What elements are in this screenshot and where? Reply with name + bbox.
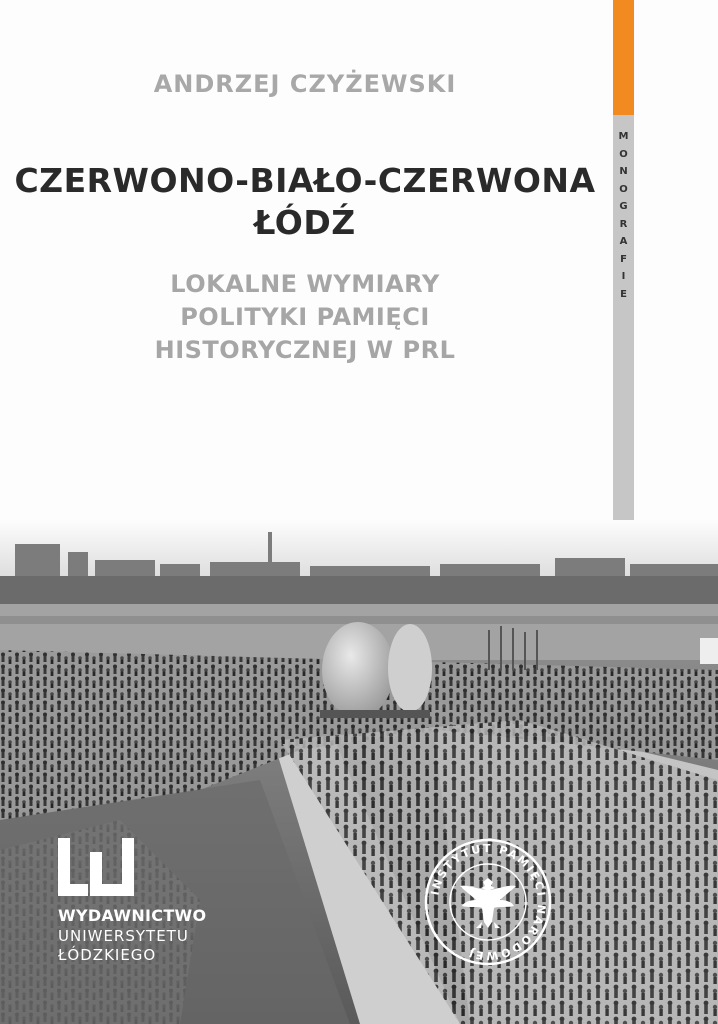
publisher-line-1: WYDAWNICTWO [58, 906, 207, 925]
seal-text: INSTYTUT PAMIĘCI NARODOWEJ [428, 841, 549, 963]
book-subtitle [0, 268, 610, 367]
series-label-letter: G [619, 201, 628, 212]
publisher-logo-icon [58, 838, 134, 896]
series-accent-block [613, 0, 634, 115]
series-label-letter: O [619, 148, 628, 160]
series-label-letter: I [621, 271, 626, 282]
book-title [0, 160, 610, 244]
title-line-2: ŁÓDŹ [254, 203, 356, 242]
author-name: ANDRZEJ CZYŻEWSKI [153, 70, 457, 98]
series-label-letter: M [618, 131, 629, 142]
publisher-line-2: UNIWERSYTETU [58, 927, 189, 945]
series-label [613, 128, 634, 303]
series-label-letter: F [620, 253, 627, 265]
publisher-name [58, 906, 258, 964]
series-label-letter: O [619, 183, 628, 195]
eagle-seal-icon [424, 838, 552, 966]
series-label-letter: A [619, 236, 628, 247]
subtitle-line-3: HISTORYCZNEJ W PRL [154, 336, 456, 364]
series-label-letter: E [620, 288, 627, 300]
title-line-1: CZERWONO-BIAŁO-CZERWONA [14, 161, 596, 200]
subtitle-line-2: POLITYKI PAMIĘCI [180, 303, 430, 331]
series-side-bar [613, 0, 634, 560]
series-label-letter: R [619, 218, 628, 230]
series-label-letter: N [619, 166, 628, 177]
publisher-line-3: ŁÓDZKIEGO [58, 946, 157, 964]
subtitle-line-1: LOKALNE WYMIARY [170, 270, 440, 298]
